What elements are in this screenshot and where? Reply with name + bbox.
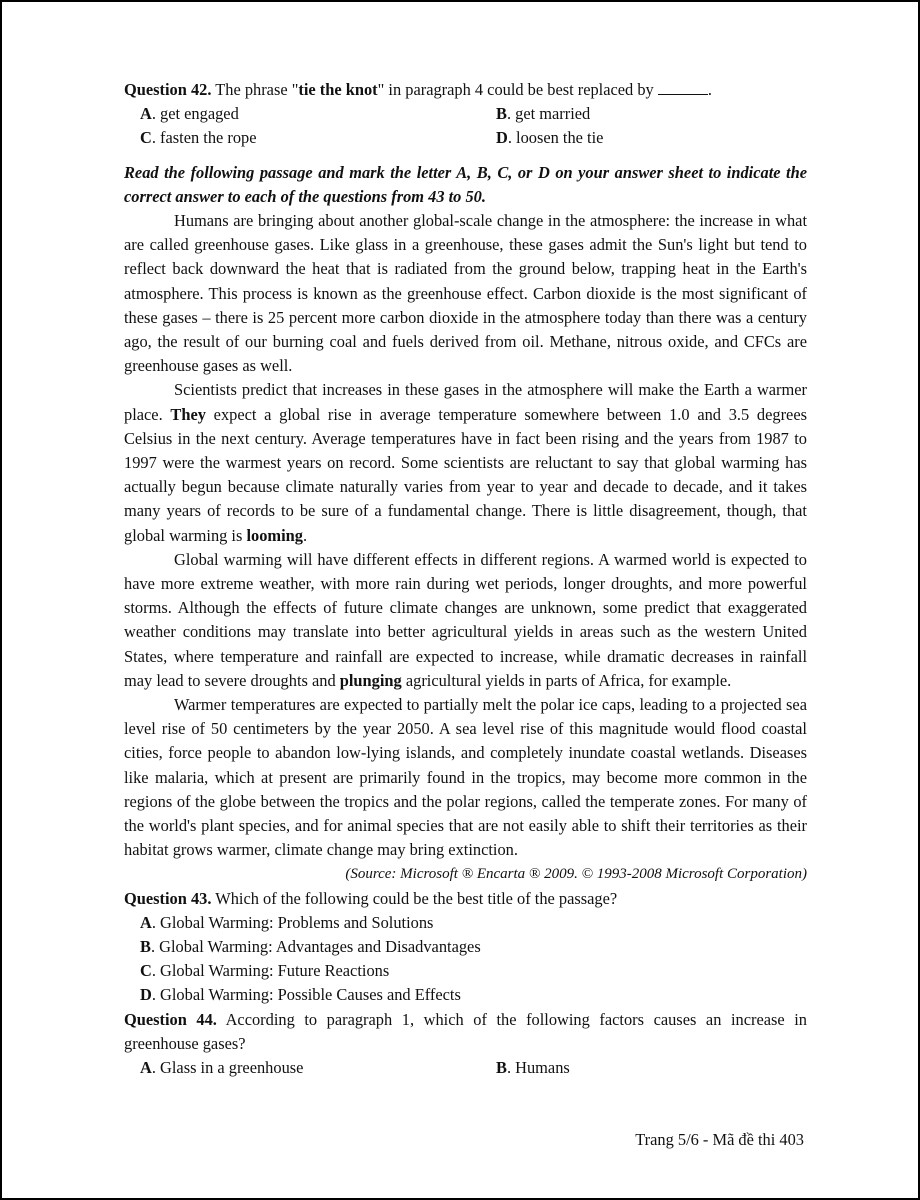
option-b: B. Global Warming: Advantages and Disadvantages xyxy=(140,936,481,956)
option-d: D. Global Warming: Possible Causes and Effects xyxy=(140,985,461,1005)
question-period: . xyxy=(707,80,712,99)
question-44-options xyxy=(124,1056,807,1080)
passage-paragraph-2: Scientists predict that increases in these gases in the atmosphere will make the Earth a warmer place. They expect a global rise in average temperature somewhere between 1.0 and 3.5 degrees Celsius in the next century. Average temperatures have in fact been rising and the years from 1987 to 1997 were the warmest years on record. Some scientists are reluctant to say that global warming has actually begun because climate naturally varies from year to year and decade to decade, and it takes many years of records to be sure of a fundamental change. There is little disagreement, though, that global warming is looming. xyxy=(124,380,807,545)
option-b: B. get married xyxy=(496,104,591,124)
highlighted-word-looming: looming xyxy=(246,525,303,545)
passage-source: (Source: Microsoft ® Encarta ® 2009. © 1993-2008 Microsoft Corporation) xyxy=(345,865,807,882)
passage-paragraph-4: Warmer temperatures are expected to partially melt the polar ice caps, leading to a projected sea level rise of 50 centimeters by the year 2050. A sea level rise of this magnitude would flood coastal cities, force people to abandon low-lying islands, and completely inundate coastal wetlands. Diseases like malaria, which at present are primarily found in the tropics, may become more common in the regions of the globe between the tropics and the polar regions, called the temperate zones. For many of the world's plant species, and for animal species that are not easily able to shift their territories as their habitat grows warmer, climate change may bring extinction. xyxy=(124,695,807,860)
question-text-end: " in paragraph 4 could be best replaced by xyxy=(377,80,654,99)
question-text: Which of the following could be the best title of the passage? xyxy=(215,888,618,908)
question-label: Question 43. xyxy=(124,888,212,908)
question-label: Question 44. xyxy=(124,1009,217,1029)
highlighted-word-they: They xyxy=(170,404,206,424)
question-43 xyxy=(124,887,807,911)
page-content xyxy=(124,78,807,1080)
highlighted-phrase: tie the knot xyxy=(298,80,378,99)
question-44 xyxy=(124,1008,807,1056)
option-c: C. fasten the rope xyxy=(140,128,257,148)
answer-blank xyxy=(658,80,708,95)
option-a: A. get engaged xyxy=(140,104,239,124)
option-b: B. Humans xyxy=(496,1057,570,1077)
question-text: According to paragraph 1, which of the following factors causes an increase in greenhouse gases? xyxy=(124,1009,807,1053)
question-label: Question 42. xyxy=(124,80,212,99)
page-footer: Trang 5/6 - Mã đề thi 403 xyxy=(635,1130,804,1149)
passage-paragraph-3: Global warming will have different effects in different regions. A warmed world is expected to have more extreme weather, with more rain during wet periods, longer droughts, and more powerful storms. Although the effects of future climate changes are unknown, some predict that exaggerated weather conditions may translate into better agricultural yields in areas such as the western United States, where temperature and rainfall are expected to increase, while dramatic decreases in rainfall may lead to severe droughts and plunging agricultural yields in parts of Africa, for example. xyxy=(124,549,807,690)
question-42-options xyxy=(124,102,807,150)
option-a: A. Glass in a greenhouse xyxy=(140,1057,304,1077)
passage-paragraph-1: Humans are bringing about another global-scale change in the atmosphere: the increase in what are called greenhouse gases. Like glass in a greenhouse, these gases admit the Sun's light but tend to reflect back downward the heat that is radiated from the ground below, trapping heat in the Earth's atmosphere. This process is known as the greenhouse effect. Carbon dioxide is the most significant of these gases – there is 25 percent more carbon dioxide in the atmosphere today than there was a century ago, the result of our burning coal and fuels derived from oil. Methane, nitrous oxide, and CFCs are greenhouse gases as well. xyxy=(124,211,807,376)
highlighted-word-plunging: plunging xyxy=(339,670,402,690)
question-text: The phrase " xyxy=(215,80,299,99)
question-43-options xyxy=(124,911,807,1008)
option-d: D. loosen the tie xyxy=(496,128,604,148)
reading-instruction: Read the following passage and mark the letter A, B, C, or D on your answer sheet to indicate the correct answer to each of the questions from 43 to 50. xyxy=(124,162,807,206)
question-42 xyxy=(124,78,807,102)
option-c: C. Global Warming: Future Reactions xyxy=(140,961,390,981)
option-a: A. Global Warming: Problems and Solutions xyxy=(140,912,434,932)
